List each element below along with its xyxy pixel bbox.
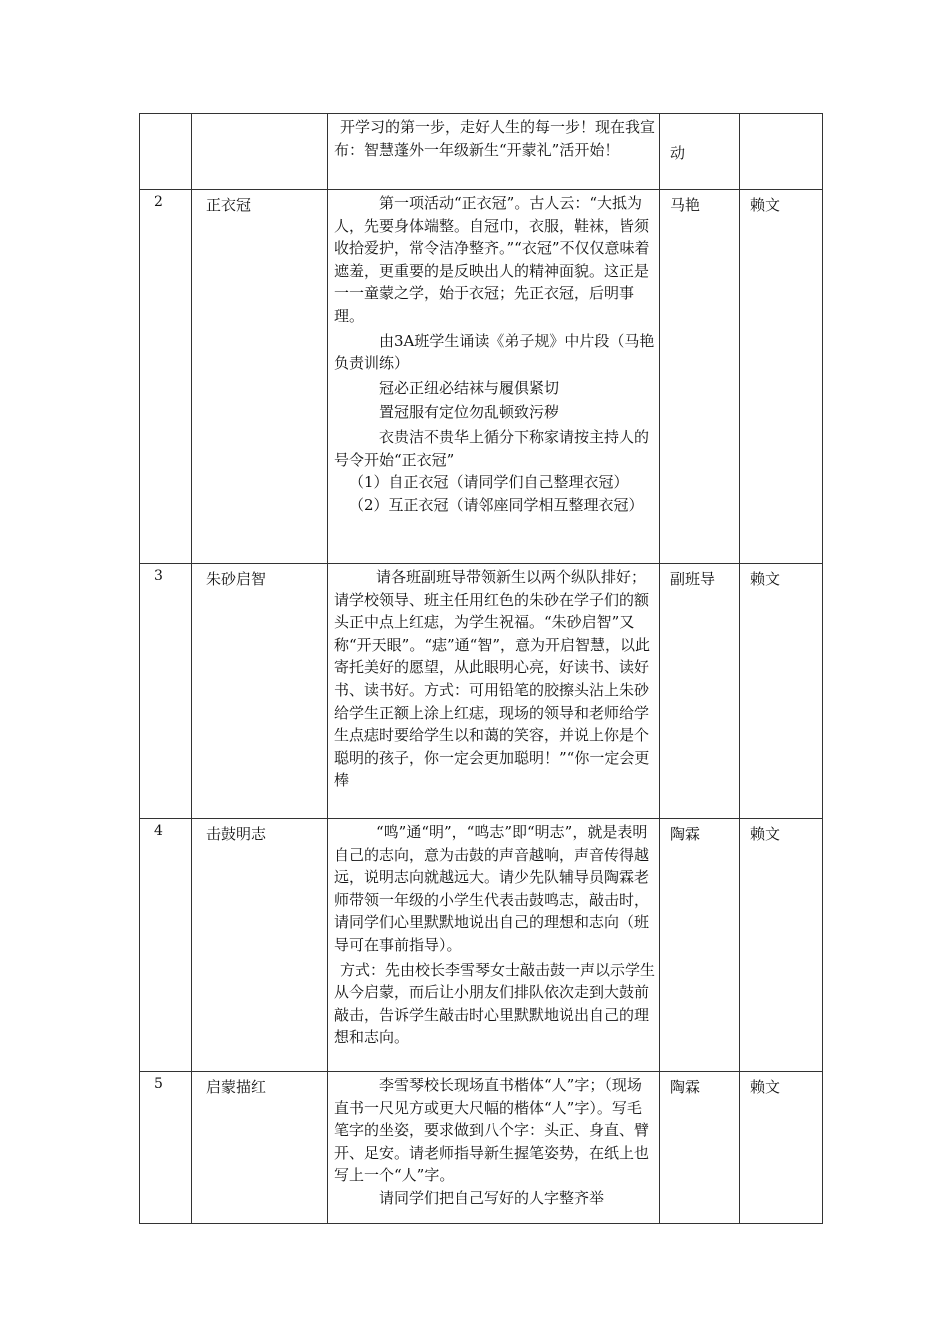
content-paragraph: 请各班副班导带领新生以两个纵队排好；请学校领导、班主任用红色的朱砂在学子们的额头正中点上红痣，为学生祝福。“朱砂启智”又称“开天眼”。“痣”通“智”，意为开启智慧，以此寄托美好的愿望，从此眼明心亮，好读书、读好书、读书好。方式：可用铅笔的胶擦头沾上朱砂给学生正额上涂上红痣，现场的领导和老师给学生点痣时要给学生以和蔼的笑容，并说上你是个聪明的孩子，你一定会更加聪明！”“你一定会更棒 — [334, 568, 651, 790]
row-number: 5 — [140, 1072, 192, 1224]
content-paragraph: 方式：先由校长李雪琴女士敲击鼓一声以示学生从今启蒙，而后让小朋友们排队依次走到大鼓前敲击，告诉学生敲击时心里默默地说出自己的理想和志向。 — [334, 960, 656, 1047]
activity-content — [328, 114, 660, 190]
activity-content — [328, 819, 660, 1072]
row-number — [140, 114, 192, 190]
row-number: 2 — [140, 190, 192, 564]
content-paragraph: （1）自正衣冠（请同学们自己整理衣冠） — [349, 473, 629, 492]
lead-person: 动 — [660, 114, 740, 190]
activity-content — [328, 564, 660, 819]
row-number: 3 — [140, 564, 192, 819]
activity-name: 启蒙描红 — [192, 1072, 328, 1224]
assist-person: 赖文 — [740, 1072, 823, 1224]
assist-person: 赖文 — [740, 564, 823, 819]
content-paragraph: 由3A班学生诵读《弟子规》中片段（马艳负责训练） — [334, 331, 655, 373]
content-paragraph: 请同学们把自己写好的人字整齐举 — [379, 1188, 605, 1207]
content-paragraph: 冠必正纽必结袜与履俱紧切 — [379, 378, 560, 397]
content-paragraph: “鸣”通“明”，“鸣志”即“明志”，就是表明自己的志向，意为击鼓的声音越响，声音传得越远，说明志向就越远大。请少先队辅导员陶霖老师带领一年级的小学生代表击鼓鸣志，敲击时，请同学们心里默默地说出自己的理想和志向（班导可在事前指导）。 — [334, 823, 650, 954]
assist-person — [740, 114, 823, 190]
lead-person: 陶霖 — [660, 819, 740, 1072]
row-number: 4 — [140, 819, 192, 1072]
lead-person: 陶霖 — [660, 1072, 740, 1224]
activity-table — [139, 113, 823, 1224]
lead-person: 副班导 — [660, 564, 740, 819]
activity-name — [192, 114, 328, 190]
activity-content — [328, 1072, 660, 1224]
content-paragraph: 置冠服有定位勿乱顿致污秽 — [379, 403, 560, 422]
activity-name: 正衣冠 — [192, 190, 328, 564]
lead-person: 马艳 — [660, 190, 740, 564]
content-paragraph: 衣贵洁不贵华上循分下称家请按主持人的号令开始“正衣冠” — [334, 427, 650, 469]
activity-name: 朱砂启智 — [192, 564, 328, 819]
content-paragraph: 李雪琴校长现场直书楷体“人”字；（现场直书一尺见方或更大尺幅的楷体“人”字）。写毛笔字的坐姿，要求做到八个字：头正、身直、臂开、足安。请老师指导新生握笔姿势，在纸上也写上一个“人”字。 — [334, 1076, 650, 1185]
assist-person: 赖文 — [740, 190, 823, 564]
table-row — [140, 190, 823, 564]
table-row — [140, 1072, 823, 1224]
content-paragraph: （2）互正衣冠（请邻座同学相互整理衣冠） — [349, 495, 644, 514]
activity-name: 击鼓明志 — [192, 819, 328, 1072]
activity-content — [328, 190, 660, 564]
content-paragraph: 开学习的第一步，走好人生的每一步！现在我宣布：智慧蓬外一年级新生“开蒙礼”活开始！ — [334, 118, 656, 159]
content-paragraph: 第一项活动“正衣冠”。古人云：“大抵为人，先要身体端整。自冠巾，衣服，鞋袜，皆须收拾爱护，常令洁净整齐。”“衣冠”不仅仅意味着遮羞，更重要的是反映出人的精神面貌。这正是一一童蒙之学，始于衣冠；先正衣冠，后明事理。 — [334, 194, 650, 325]
table-row — [140, 819, 823, 1072]
table-row — [140, 564, 823, 819]
table-row — [140, 114, 823, 190]
assist-person: 赖文 — [740, 819, 823, 1072]
